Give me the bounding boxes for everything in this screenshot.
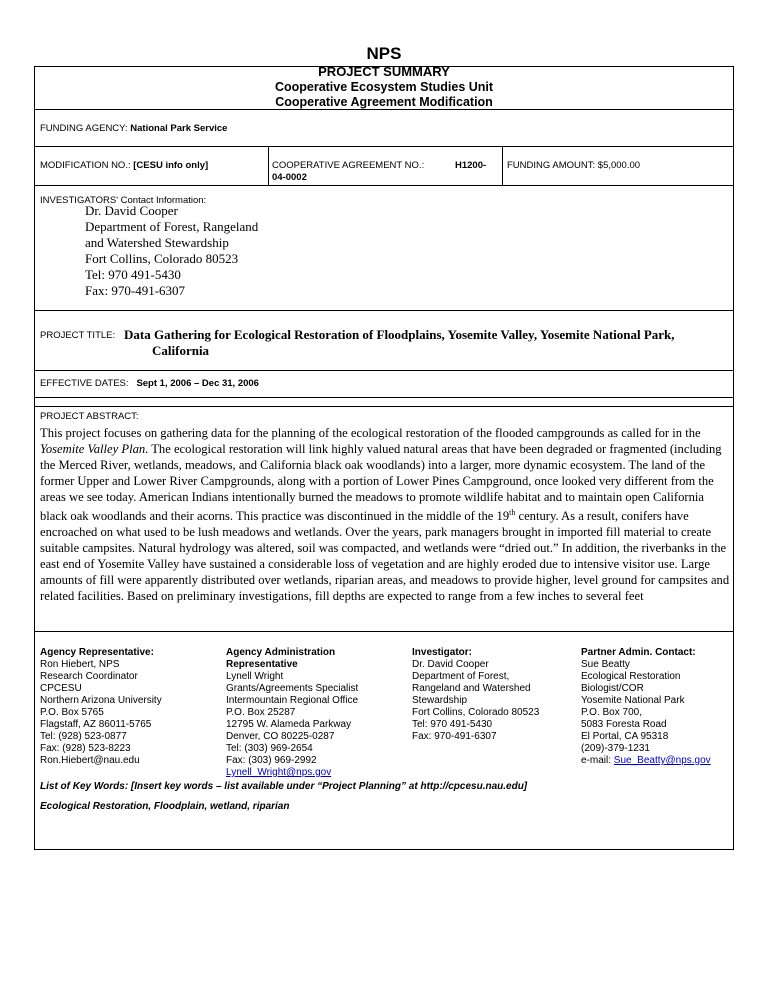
rule [34,185,734,186]
funding-agency-value: National Park Service [130,123,228,134]
partner-title: Partner Admin. Contact: [581,647,696,658]
investigator-line: Dr. David Cooper [85,203,178,218]
contact-line: Tel: 970 491-5430 [412,719,493,730]
contact-line: Grants/Agreements Specialist [226,683,359,694]
contact-line: Yosemite National Park [581,695,685,706]
modification-heading: Cooperative Agreement Modification [275,95,493,109]
contact-line: CPCESU [40,683,82,694]
contact-line: Denver, CO 80225-0287 [226,731,335,742]
rule [34,146,734,147]
investigator-line: Tel: 970 491-5430 [85,267,181,282]
document-title: NPS [366,44,402,63]
abstract-part: . The ecological restoration will link highly valued natural areas that have been degraded or fragmented (including the Merced River, wetlands, meadows, and California black oak woodlands) into a larger, more dynamic ecosystem. The land of the former Upper and Lower River Campgrounds, along with a portion of Lower Pines Campground, once looked very different from the areas we see today. American Indians intentionally burned the meadows to promote wildlife habitat and to maintain open California black oak woodlands and their acorns. This practice was discontinued in the middle of the 19 [40,442,722,524]
superscript: th [509,508,516,517]
keywords-instruction: List of Key Words: [Insert key words – list available under “Project Planning” at http://cpcesu.nau.edu] [40,781,528,792]
contact-line: Tel: (303) 969-2654 [226,743,313,754]
contact-line: El Portal, CA 95318 [581,731,669,742]
funding-agency-row [40,123,227,135]
contact-line: Ecological Restoration [581,671,681,682]
contact-line: Biologist/COR [581,683,644,694]
modification-no-label: MODIFICATION NO.: [40,160,131,171]
rule [34,631,734,632]
contact-line: (209)-379-1231 [581,743,650,754]
keywords-value: Ecological Restoration, Floodplain, wetland, riparian [40,801,290,812]
investigator-line: Fax: 970-491-6307 [85,283,186,298]
funding-amount-label: FUNDING AMOUNT: [507,160,596,171]
rule [34,310,734,311]
abstract-part: This project focuses on gathering data for the planning of the ecological restoration of the flooded campgrounds as called for in the [40,426,701,440]
contact-line: 5083 Foresta Road [581,719,667,730]
agency-rep-title: Agency Representative: [40,647,154,658]
admin-rep-email-link[interactable]: Lynell_Wright@nps.gov [226,767,332,778]
contact-line: Fax: (303) 969-2992 [226,755,317,766]
project-title-line2: California [152,343,210,358]
unit-heading: Cooperative Ecosystem Studies Unit [274,80,494,94]
project-title-label: PROJECT TITLE: [40,330,116,341]
contact-line: Stewardship [412,695,468,706]
investigator-title: Investigator: [412,647,473,658]
rule [34,370,734,371]
contact-line: Lynell Wright [226,671,284,682]
contact-line: Northern Arizona University [40,695,162,706]
contact-line: Flagstaff, AZ 86011-5765 [40,719,152,730]
contact-line: Research Coordinator [40,671,138,682]
contact-line: Fax: (928) 523-8223 [40,743,131,754]
contact-line: P.O. Box 25287 [226,707,296,718]
contact-line: Department of Forest, [412,671,510,682]
contact-line: Rangeland and Watershed [412,683,531,694]
agency-representative [40,647,162,767]
divider [502,146,503,185]
agency-administration-representative [226,647,358,779]
project-title-line1: Data Gathering for Ecological Restoration of Floodplains, Yosemite Valley, Yosemite National Park, [124,327,675,342]
divider [268,146,269,185]
contact-line: Tel: (928) 523-0877 [40,731,127,742]
plan-title: Yosemite Valley Plan [40,442,146,456]
abstract-text [40,425,730,604]
contact-line: 12795 W. Alameda Parkway [226,719,352,730]
admin-rep-title: Representative [226,659,298,670]
rule [34,109,734,110]
contact-line: Fort Collins, Colorado 80523 [412,707,540,718]
effective-dates-row [40,378,259,390]
contact-line: Ron.Hiebert@nau.edu [40,755,140,766]
partner-email-link[interactable]: Sue_Beatty@nps.gov [613,755,711,766]
agreement-no-label: COOPERATIVE AGREEMENT NO.: [272,160,425,171]
admin-rep-title: Agency Administration [226,647,336,658]
contact-line: Dr. David Cooper [412,659,489,670]
effective-dates-value: Sept 1, 2006 – Dec 31, 2006 [136,378,259,389]
effective-dates-label: EFFECTIVE DATES: [40,378,129,389]
contact-line: Intermountain Regional Office [226,695,359,706]
investigators-label: INVESTIGATORS' Contact Information: [40,195,207,206]
contact-line: Ron Hiebert, NPS [40,659,120,670]
rule [34,397,734,398]
funding-amount-value: $5,000.00 [597,160,641,171]
investigator-line: Fort Collins, Colorado 80523 [85,251,239,266]
modification-no-cell [40,160,208,172]
funding-agency-label: FUNDING AGENCY: [40,123,128,134]
investigator-line: and Watershed Stewardship [85,235,229,250]
investigator-line: Department of Forest, Rangeland [85,219,259,234]
partner-admin-contact [581,647,711,767]
contact-line: Fax: 970-491-6307 [412,731,497,742]
abstract-part: century. As a result, conifers have encroached on what used to be lush meadows and wetlands. Over the years, park managers brought in imported fill material to create suitable campsites. Natural hydrology was altered, soil was compacted, and wetlands were “dried out.” In addition, the riverbanks in the east end of Yosemite Valley have sustained a considerable loss of vegetation and are highly eroded due to intensive visitor use. Large amounts of fill were apparently distributed over wetlands, riparian areas, and meadows to provide higher, level ground for campsites and related facilities. Based on preliminary investigations, fill depths are expected to range from a few inches to several feet [40,509,730,604]
email-prefix: e-mail: [581,755,614,766]
project-summary-heading: PROJECT SUMMARY [318,64,450,79]
abstract-label: PROJECT ABSTRACT: [40,411,139,422]
contact-line: P.O. Box 5765 [40,707,104,718]
contact-line: P.O. Box 700, [581,707,642,718]
agreement-no-prefix: H1200- [455,160,487,171]
funding-amount-cell [507,160,640,172]
investigators-contact [85,203,258,299]
modification-no-value: [CESU info only] [133,160,209,171]
agreement-no-suffix: 04-0002 [272,172,307,183]
contact-line: Sue Beatty [581,659,630,670]
investigator-contact [412,647,539,743]
rule [34,406,734,407]
